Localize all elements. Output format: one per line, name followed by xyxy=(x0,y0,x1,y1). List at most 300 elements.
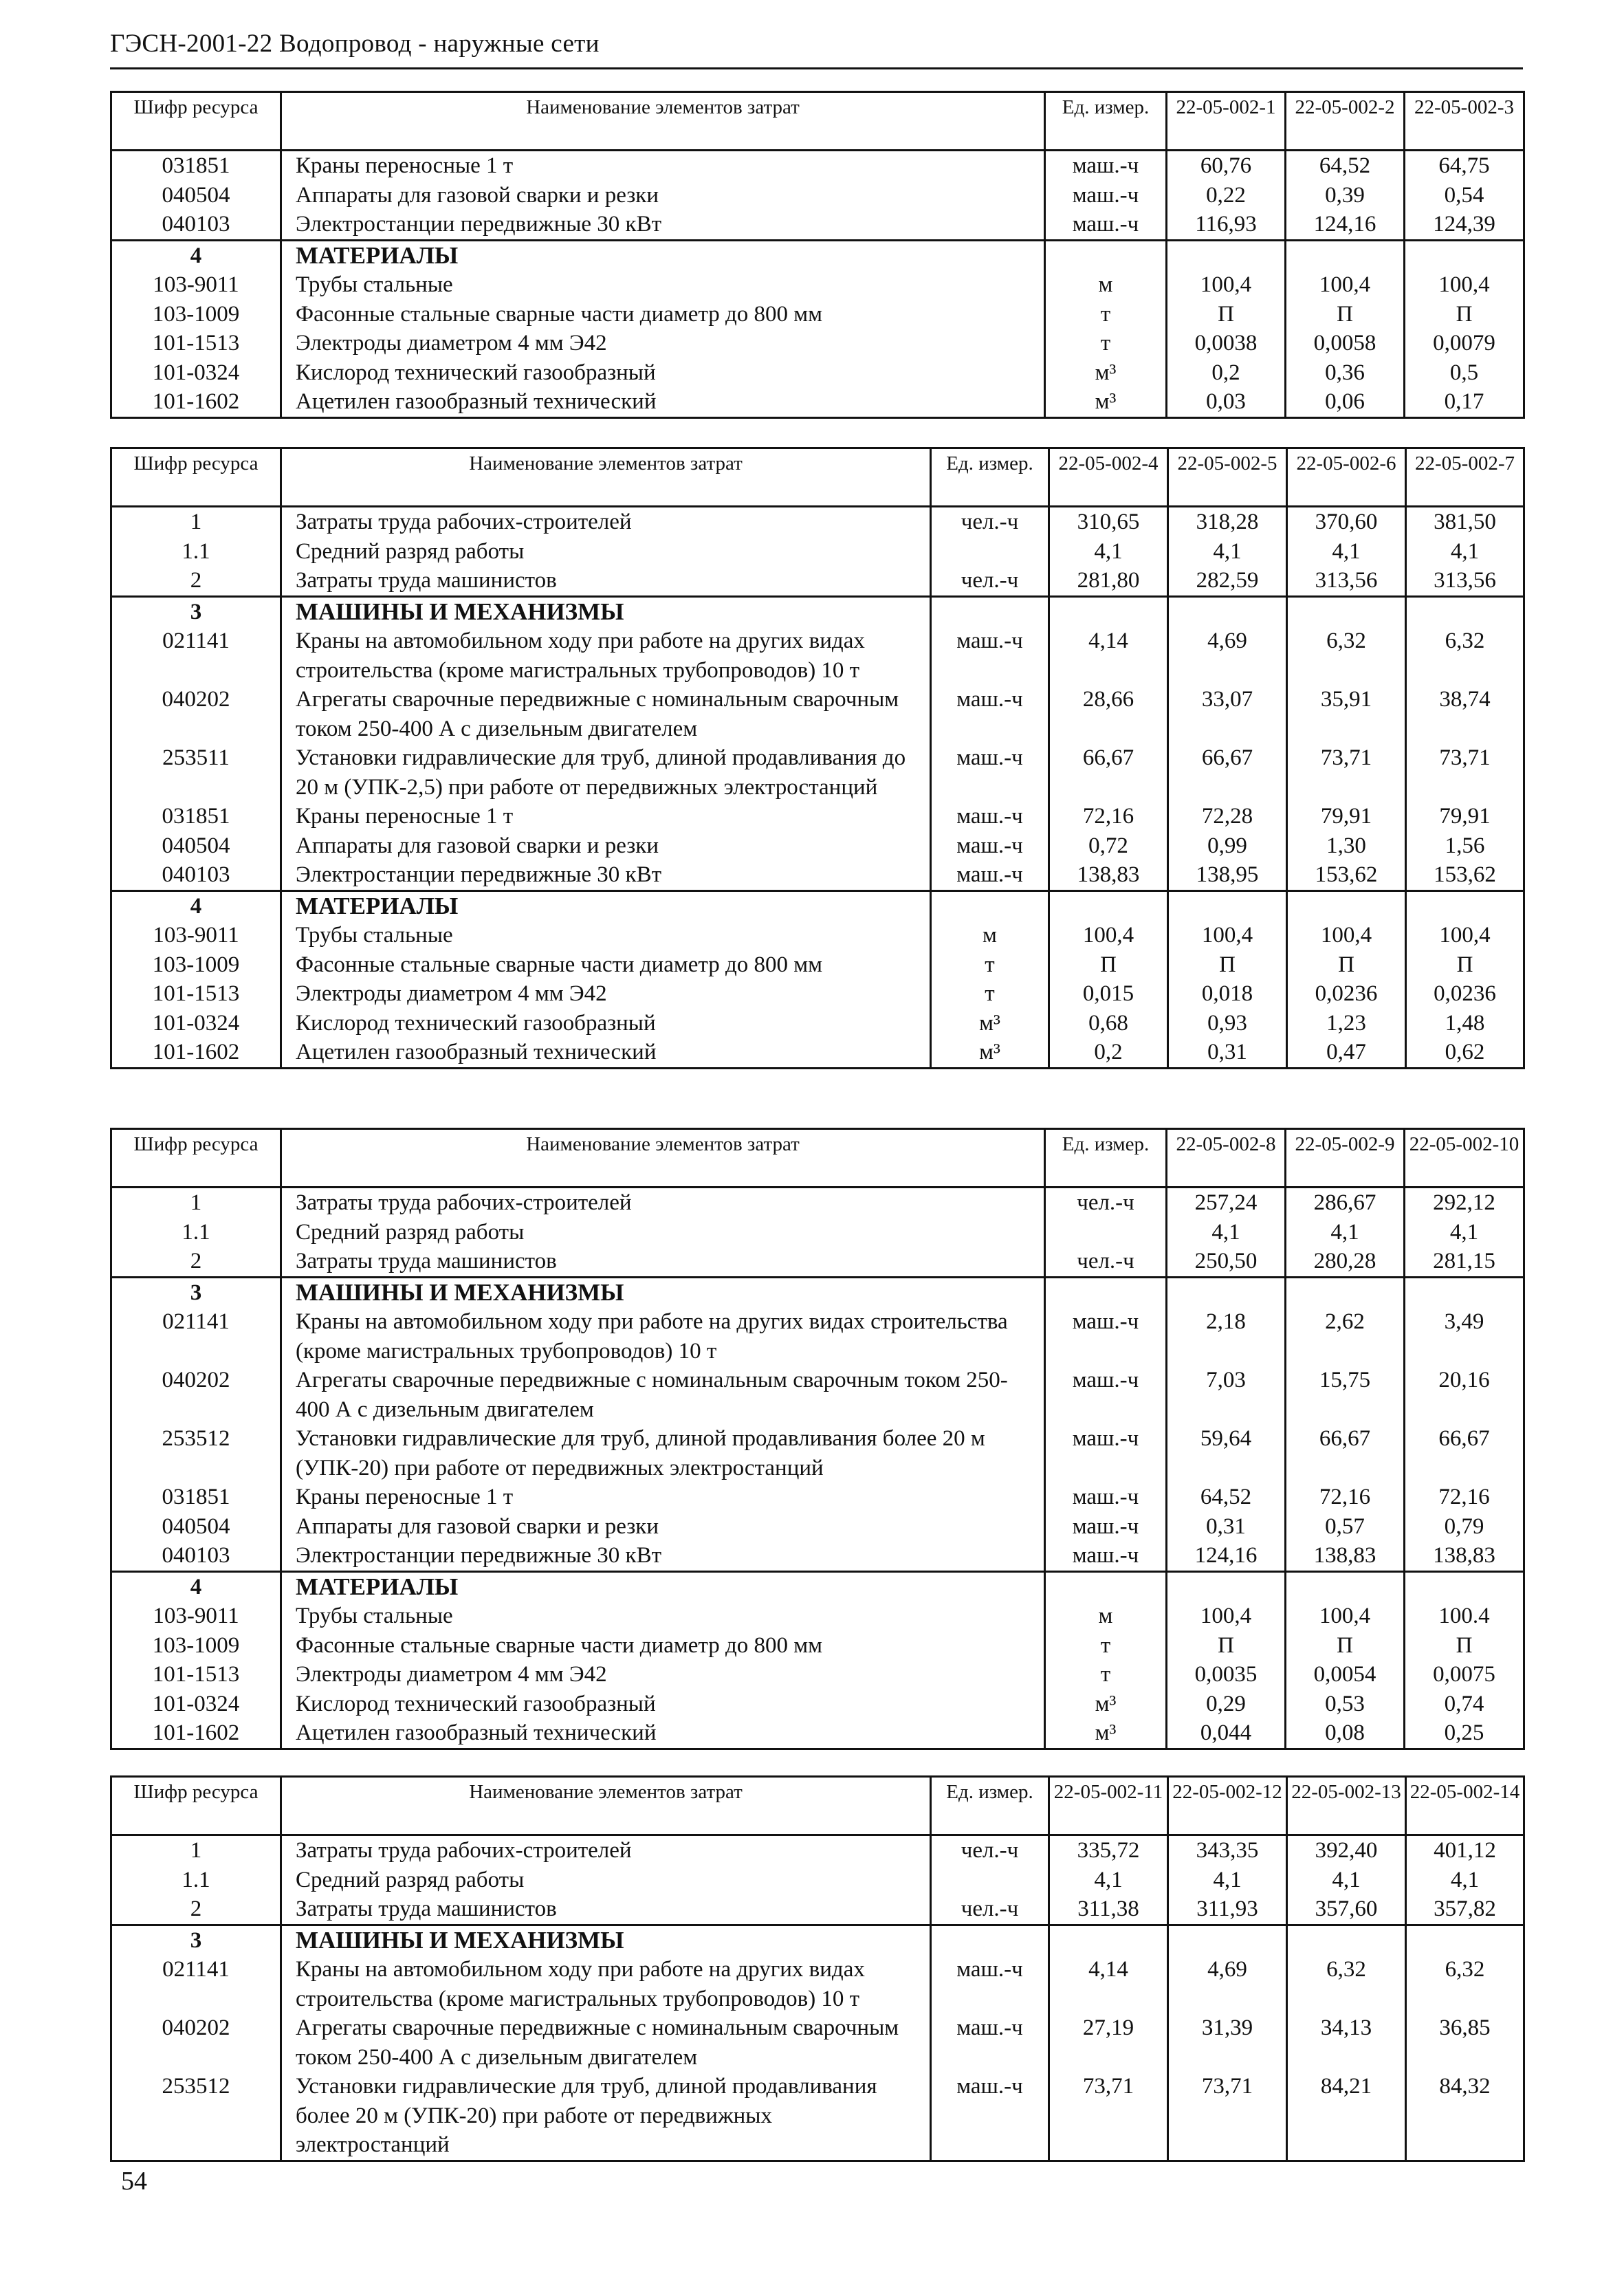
norm-value: 153,62 xyxy=(1287,860,1406,890)
cost-item-name: Электроды диаметром 4 мм Э42 xyxy=(281,329,1045,358)
unit-cell: чел.-ч xyxy=(931,1835,1049,1866)
resource-code: 3 xyxy=(111,596,281,626)
norm-value: 4,69 xyxy=(1168,1955,1287,2013)
norm-value: 0,22 xyxy=(1167,181,1286,210)
resource-code: 4 xyxy=(111,240,281,270)
norm-value: П xyxy=(1167,1631,1286,1661)
unit-cell xyxy=(931,1866,1049,1895)
page-number: 54 xyxy=(121,2167,147,2196)
norm-value: 257,24 xyxy=(1167,1188,1286,1218)
cost-item-name: Установки гидравлические для труб, длиной продавливания до 20 м (УПК-2,5) при работе от передвижных электростанций xyxy=(281,743,931,802)
table-row xyxy=(111,890,1524,921)
table-row xyxy=(111,802,1524,831)
unit-cell: м³ xyxy=(1045,1690,1167,1719)
cost-item-name: МАТЕРИАЛЫ xyxy=(281,1571,1045,1601)
table-row xyxy=(111,1894,1524,1925)
norm-value: 6,32 xyxy=(1406,626,1524,685)
header-rule xyxy=(110,67,1523,69)
norm-value: 72,16 xyxy=(1049,802,1168,831)
norm-value: 7,03 xyxy=(1167,1366,1286,1424)
col-header-unit: Ед. измер. xyxy=(1045,92,1167,151)
col-header-norm: 22-05-002-2 xyxy=(1286,92,1405,151)
table-row xyxy=(111,329,1524,358)
cost-item-name: Затраты труда машинистов xyxy=(281,1894,931,1925)
col-header-norm: 22-05-002-5 xyxy=(1168,448,1287,507)
norm-value: 0,74 xyxy=(1405,1690,1524,1719)
cost-item-name: Аппараты для газовой сварки и резки xyxy=(281,181,1045,210)
cost-item-name: Фасонные стальные сварные части диаметр до 800 мм xyxy=(281,950,931,980)
table-row xyxy=(111,1483,1524,1512)
resource-code: 101-1513 xyxy=(111,1660,281,1690)
norm-value: 79,91 xyxy=(1406,802,1524,831)
unit-cell xyxy=(1045,1571,1167,1601)
unit-cell xyxy=(931,1925,1049,1955)
resource-code: 1 xyxy=(111,507,281,537)
table-row xyxy=(111,151,1524,181)
cost-item-name: Затраты труда рабочих-строителей xyxy=(281,1835,931,1866)
resource-code: 101-1602 xyxy=(111,1718,281,1749)
resource-code: 021141 xyxy=(111,1955,281,2013)
cost-item-name: Трубы стальные xyxy=(281,270,1045,300)
cost-item-name: Кислород технический газообразный xyxy=(281,358,1045,388)
norm-value xyxy=(1286,1571,1405,1601)
norm-value: 35,91 xyxy=(1287,685,1406,743)
unit-cell: маш.-ч xyxy=(931,2013,1049,2072)
table-row xyxy=(111,1925,1524,1955)
norm-value: 138,95 xyxy=(1168,860,1287,890)
unit-cell: маш.-ч xyxy=(931,831,1049,861)
norm-value: 27,19 xyxy=(1049,2013,1168,2072)
norm-value: 311,93 xyxy=(1168,1894,1287,1925)
cost-table-2 xyxy=(110,447,1525,1069)
norm-value: 1,48 xyxy=(1406,1009,1524,1038)
norm-value: 381,50 xyxy=(1406,507,1524,537)
norm-value: 0,03 xyxy=(1167,387,1286,417)
norm-value xyxy=(1405,1571,1524,1601)
page-header: ГЭСН-2001-22 Водопровод - наружные сети xyxy=(110,30,600,58)
col-header-norm: 22-05-002-3 xyxy=(1405,92,1524,151)
resource-code: 021141 xyxy=(111,1307,281,1366)
resource-code: 103-9011 xyxy=(111,270,281,300)
norm-value: 311,38 xyxy=(1049,1894,1168,1925)
cost-item-name: Аппараты для газовой сварки и резки xyxy=(281,1512,1045,1542)
norm-value: 73,71 xyxy=(1287,743,1406,802)
norm-value: 4,14 xyxy=(1049,626,1168,685)
unit-cell xyxy=(1045,1277,1167,1307)
resource-code: 040504 xyxy=(111,831,281,861)
norm-value: 2,62 xyxy=(1286,1307,1405,1366)
norm-value: 124,16 xyxy=(1286,210,1405,240)
norm-value: 1,30 xyxy=(1287,831,1406,861)
norm-value: 72,16 xyxy=(1286,1483,1405,1512)
norm-value xyxy=(1049,890,1168,921)
table-row xyxy=(111,1690,1524,1719)
resource-code: 101-0324 xyxy=(111,1009,281,1038)
norm-value: 72,28 xyxy=(1168,802,1287,831)
cost-item-name: Затраты труда рабочих-строителей xyxy=(281,1188,1045,1218)
col-header-code: Шифр ресурса xyxy=(111,1777,281,1835)
col-header-name: Наименование элементов затрат xyxy=(281,1777,931,1835)
norm-value: 310,65 xyxy=(1049,507,1168,537)
norm-value xyxy=(1168,1925,1287,1955)
norm-value: 73,71 xyxy=(1406,743,1524,802)
unit-cell: маш.-ч xyxy=(1045,1366,1167,1424)
cost-item-name: Средний разряд работы xyxy=(281,537,931,567)
norm-value: 0,018 xyxy=(1168,979,1287,1009)
resource-code: 253512 xyxy=(111,2072,281,2161)
norm-value xyxy=(1406,1925,1524,1955)
norm-value: 0,39 xyxy=(1286,181,1405,210)
unit-cell: т xyxy=(931,950,1049,980)
col-header-norm: 22-05-002-4 xyxy=(1049,448,1168,507)
col-header-norm: 22-05-002-8 xyxy=(1167,1129,1286,1188)
table-row xyxy=(111,1660,1524,1690)
resource-code: 031851 xyxy=(111,802,281,831)
cost-item-name: Трубы стальные xyxy=(281,1601,1045,1631)
norm-value: 124,39 xyxy=(1405,210,1524,240)
cost-item-name: Ацетилен газообразный технический xyxy=(281,1718,1045,1749)
norm-value: 0,0058 xyxy=(1286,329,1405,358)
cost-item-name: Электростанции передвижные 30 кВт xyxy=(281,210,1045,240)
cost-table-1 xyxy=(110,91,1525,419)
unit-cell: т xyxy=(1045,300,1167,329)
table-row xyxy=(111,566,1524,596)
norm-value: 335,72 xyxy=(1049,1835,1168,1866)
cost-item-name: Агрегаты сварочные передвижные с номинальным сварочным током 250-400 А с дизельным двигателем xyxy=(281,2013,931,2072)
norm-value: 4,1 xyxy=(1168,1866,1287,1895)
cost-item-name: МАШИНЫ И МЕХАНИЗМЫ xyxy=(281,596,931,626)
norm-value: 0,68 xyxy=(1049,1009,1168,1038)
norm-value: 357,60 xyxy=(1287,1894,1406,1925)
table-row xyxy=(111,1571,1524,1601)
table-row xyxy=(111,1541,1524,1571)
norm-value: 6,32 xyxy=(1287,1955,1406,2013)
resource-code: 040202 xyxy=(111,685,281,743)
norm-value: 282,59 xyxy=(1168,566,1287,596)
table-body xyxy=(111,1188,1524,1749)
unit-cell xyxy=(1045,240,1167,270)
resource-code: 1.1 xyxy=(111,1866,281,1895)
col-header-norm: 22-05-002-1 xyxy=(1167,92,1286,151)
table-row xyxy=(111,387,1524,417)
norm-value: 100,4 xyxy=(1167,270,1286,300)
table-row xyxy=(111,1277,1524,1307)
table-row xyxy=(111,1718,1524,1749)
norm-value: 280,28 xyxy=(1286,1247,1405,1277)
norm-value: 73,71 xyxy=(1168,2072,1287,2161)
norm-value: П xyxy=(1406,950,1524,980)
norm-value: 313,56 xyxy=(1406,566,1524,596)
table-row xyxy=(111,685,1524,743)
table-body xyxy=(111,151,1524,418)
norm-value: 79,91 xyxy=(1287,802,1406,831)
unit-cell: т xyxy=(1045,329,1167,358)
unit-cell: чел.-ч xyxy=(931,507,1049,537)
norm-value: 64,75 xyxy=(1405,151,1524,181)
norm-value: 84,32 xyxy=(1406,2072,1524,2161)
norm-value: 138,83 xyxy=(1286,1541,1405,1571)
unit-cell: маш.-ч xyxy=(1045,151,1167,181)
norm-value xyxy=(1405,1277,1524,1307)
norm-value: 116,93 xyxy=(1167,210,1286,240)
table-row xyxy=(111,1366,1524,1424)
norm-value: 0,17 xyxy=(1405,387,1524,417)
resource-code: 040504 xyxy=(111,181,281,210)
table-row xyxy=(111,979,1524,1009)
table-row xyxy=(111,1188,1524,1218)
norm-value: 0,53 xyxy=(1286,1690,1405,1719)
norm-value: 0,0038 xyxy=(1167,329,1286,358)
norm-value: 84,21 xyxy=(1287,2072,1406,2161)
resource-code: 103-1009 xyxy=(111,950,281,980)
resource-code: 4 xyxy=(111,1571,281,1601)
norm-value xyxy=(1287,596,1406,626)
norm-value: 4,1 xyxy=(1406,537,1524,567)
unit-cell: м³ xyxy=(931,1009,1049,1038)
col-header-norm: 22-05-002-7 xyxy=(1406,448,1524,507)
table-row xyxy=(111,1218,1524,1247)
norm-value: П xyxy=(1049,950,1168,980)
table-body xyxy=(111,507,1524,1069)
norm-value xyxy=(1167,240,1286,270)
norm-value: 292,12 xyxy=(1405,1188,1524,1218)
table-row xyxy=(111,831,1524,861)
resource-code: 021141 xyxy=(111,626,281,685)
cost-table-3 xyxy=(110,1128,1525,1750)
unit-cell: м³ xyxy=(931,1038,1049,1068)
cost-item-name: Затраты труда машинистов xyxy=(281,566,931,596)
unit-cell xyxy=(931,596,1049,626)
unit-cell: маш.-ч xyxy=(1045,210,1167,240)
norm-value: 0,57 xyxy=(1286,1512,1405,1542)
norm-value: 0,0079 xyxy=(1405,329,1524,358)
resource-code: 103-9011 xyxy=(111,1601,281,1631)
unit-cell: чел.-ч xyxy=(1045,1188,1167,1218)
cost-item-name: Трубы стальные xyxy=(281,921,931,950)
norm-value: 0,044 xyxy=(1167,1718,1286,1749)
norm-value xyxy=(1406,596,1524,626)
resource-code: 103-1009 xyxy=(111,1631,281,1661)
norm-value: 36,85 xyxy=(1406,2013,1524,2072)
norm-value: 0,79 xyxy=(1405,1512,1524,1542)
resource-code: 040202 xyxy=(111,1366,281,1424)
cost-item-name: Электростанции передвижные 30 кВт xyxy=(281,1541,1045,1571)
norm-value: 66,67 xyxy=(1286,1424,1405,1483)
resource-code: 2 xyxy=(111,1894,281,1925)
norm-value: 100,4 xyxy=(1168,921,1287,950)
norm-value: 0,25 xyxy=(1405,1718,1524,1749)
unit-cell xyxy=(931,890,1049,921)
cost-item-name: Агрегаты сварочные передвижные с номинальным сварочным током 250-400 А с дизельным двигателем xyxy=(281,1366,1045,1424)
norm-value: 4,1 xyxy=(1405,1218,1524,1247)
resource-code: 253512 xyxy=(111,1424,281,1483)
norm-value: 0,5 xyxy=(1405,358,1524,388)
col-header-name: Наименование элементов затрат xyxy=(281,92,1045,151)
resource-code: 101-0324 xyxy=(111,1690,281,1719)
norm-value: 28,66 xyxy=(1049,685,1168,743)
resource-code: 3 xyxy=(111,1925,281,1955)
norm-value: 100,4 xyxy=(1287,921,1406,950)
norm-value: 20,16 xyxy=(1405,1366,1524,1424)
cost-item-name: МАТЕРИАЛЫ xyxy=(281,240,1045,270)
norm-value: 392,40 xyxy=(1287,1835,1406,1866)
norm-value: 100,4 xyxy=(1167,1601,1286,1631)
norm-value: 4,69 xyxy=(1168,626,1287,685)
resource-code: 101-1602 xyxy=(111,387,281,417)
unit-cell: маш.-ч xyxy=(1045,1307,1167,1366)
norm-value: 0,2 xyxy=(1049,1038,1168,1068)
table-row xyxy=(111,537,1524,567)
norm-value: 0,29 xyxy=(1167,1690,1286,1719)
norm-value: 0,54 xyxy=(1405,181,1524,210)
unit-cell: маш.-ч xyxy=(1045,1483,1167,1512)
cost-item-name: МАШИНЫ И МЕХАНИЗМЫ xyxy=(281,1925,931,1955)
table-row xyxy=(111,1835,1524,1866)
unit-cell: м xyxy=(931,921,1049,950)
norm-value: 0,62 xyxy=(1406,1038,1524,1068)
norm-value: 33,07 xyxy=(1168,685,1287,743)
table-row xyxy=(111,240,1524,270)
table-row xyxy=(111,596,1524,626)
table-row xyxy=(111,1038,1524,1068)
norm-value: 6,32 xyxy=(1287,626,1406,685)
norm-value: 34,13 xyxy=(1287,2013,1406,2072)
unit-cell: маш.-ч xyxy=(931,860,1049,890)
norm-value: 60,76 xyxy=(1167,151,1286,181)
resource-code: 1.1 xyxy=(111,1218,281,1247)
unit-cell xyxy=(931,537,1049,567)
col-header-unit: Ед. измер. xyxy=(1045,1129,1167,1188)
norm-value xyxy=(1406,890,1524,921)
norm-value: 4,1 xyxy=(1049,1866,1168,1895)
norm-value: 4,14 xyxy=(1049,1955,1168,2013)
table-row xyxy=(111,1307,1524,1366)
unit-cell: маш.-ч xyxy=(1045,1424,1167,1483)
col-header-unit: Ед. измер. xyxy=(931,1777,1049,1835)
norm-value: 281,80 xyxy=(1049,566,1168,596)
table-row xyxy=(111,2072,1524,2161)
norm-value: 153,62 xyxy=(1406,860,1524,890)
col-header-norm: 22-05-002-12 xyxy=(1168,1777,1287,1835)
norm-value xyxy=(1049,596,1168,626)
cost-item-name: Аппараты для газовой сварки и резки xyxy=(281,831,931,861)
norm-value: 0,47 xyxy=(1287,1038,1406,1068)
norm-value: 0,31 xyxy=(1167,1512,1286,1542)
norm-value: 4,1 xyxy=(1168,537,1287,567)
col-header-code: Шифр ресурса xyxy=(111,92,281,151)
cost-item-name: Ацетилен газообразный технический xyxy=(281,1038,931,1068)
cost-item-name: Кислород технический газообразный xyxy=(281,1009,931,1038)
unit-cell: чел.-ч xyxy=(1045,1247,1167,1277)
unit-cell: м xyxy=(1045,1601,1167,1631)
unit-cell: м³ xyxy=(1045,358,1167,388)
norm-value: 4,1 xyxy=(1287,1866,1406,1895)
norm-value: 4,1 xyxy=(1167,1218,1286,1247)
table-row xyxy=(111,358,1524,388)
norm-value: 59,64 xyxy=(1167,1424,1286,1483)
norm-value: 100,4 xyxy=(1286,270,1405,300)
unit-cell: т xyxy=(1045,1631,1167,1661)
norm-value: 124,16 xyxy=(1167,1541,1286,1571)
resource-code: 040202 xyxy=(111,2013,281,2072)
unit-cell: маш.-ч xyxy=(931,2072,1049,2161)
cost-item-name: Электростанции передвижные 30 кВт xyxy=(281,860,931,890)
norm-value xyxy=(1286,1277,1405,1307)
norm-value: 357,82 xyxy=(1406,1894,1524,1925)
table-row xyxy=(111,210,1524,240)
resource-code: 101-1602 xyxy=(111,1038,281,1068)
norm-value: 0,0035 xyxy=(1167,1660,1286,1690)
norm-value: 100.4 xyxy=(1405,1601,1524,1631)
norm-value: 3,49 xyxy=(1405,1307,1524,1366)
norm-value: П xyxy=(1286,300,1405,329)
norm-value: 0,72 xyxy=(1049,831,1168,861)
norm-value xyxy=(1168,890,1287,921)
resource-code: 040504 xyxy=(111,1512,281,1542)
norm-value: 318,28 xyxy=(1168,507,1287,537)
norm-value xyxy=(1168,596,1287,626)
resource-code: 1 xyxy=(111,1835,281,1866)
unit-cell: маш.-ч xyxy=(1045,1512,1167,1542)
table-row xyxy=(111,921,1524,950)
norm-value xyxy=(1405,240,1524,270)
cost-item-name: Кислород технический газообразный xyxy=(281,1690,1045,1719)
norm-value xyxy=(1287,890,1406,921)
norm-value: 64,52 xyxy=(1286,151,1405,181)
resource-code: 040103 xyxy=(111,210,281,240)
norm-value: 64,52 xyxy=(1167,1483,1286,1512)
norm-value: П xyxy=(1287,950,1406,980)
resource-code: 3 xyxy=(111,1277,281,1307)
norm-value xyxy=(1167,1277,1286,1307)
table-row xyxy=(111,2013,1524,2072)
cost-item-name: Установки гидравлические для труб, длиной продавливания более 20 м (УПК-20) при работе от передвижных электростанций xyxy=(281,1424,1045,1483)
table-row xyxy=(111,181,1524,210)
table-row xyxy=(111,860,1524,890)
norm-value: 0,0075 xyxy=(1405,1660,1524,1690)
norm-value: 66,67 xyxy=(1405,1424,1524,1483)
norm-value: 0,2 xyxy=(1167,358,1286,388)
cost-item-name: Краны переносные 1 т xyxy=(281,1483,1045,1512)
col-header-norm: 22-05-002-9 xyxy=(1286,1129,1405,1188)
norm-value: 1,56 xyxy=(1406,831,1524,861)
cost-item-name: Фасонные стальные сварные части диаметр до 800 мм xyxy=(281,300,1045,329)
norm-value: 0,31 xyxy=(1168,1038,1287,1068)
col-header-norm: 22-05-002-14 xyxy=(1406,1777,1524,1835)
norm-value: 72,16 xyxy=(1405,1483,1524,1512)
resource-code: 031851 xyxy=(111,1483,281,1512)
norm-value: 100,4 xyxy=(1406,921,1524,950)
norm-value: 100,4 xyxy=(1405,270,1524,300)
norm-value: 4,1 xyxy=(1287,537,1406,567)
norm-value: 138,83 xyxy=(1405,1541,1524,1571)
resource-code: 040103 xyxy=(111,1541,281,1571)
cost-item-name: Агрегаты сварочные передвижные с номинальным сварочным током 250-400 А с дизельным двигателем xyxy=(281,685,931,743)
norm-value: 4,1 xyxy=(1286,1218,1405,1247)
table-row xyxy=(111,1866,1524,1895)
cost-item-name: Средний разряд работы xyxy=(281,1866,931,1895)
table-row xyxy=(111,1631,1524,1661)
norm-value: 281,15 xyxy=(1405,1247,1524,1277)
cost-item-name: Краны переносные 1 т xyxy=(281,802,931,831)
unit-cell: маш.-ч xyxy=(931,1955,1049,2013)
norm-value: 370,60 xyxy=(1287,507,1406,537)
norm-value: 250,50 xyxy=(1167,1247,1286,1277)
norm-value: 4,1 xyxy=(1049,537,1168,567)
unit-cell: маш.-ч xyxy=(931,685,1049,743)
table-header-row xyxy=(111,1777,1524,1835)
norm-value: 1,23 xyxy=(1287,1009,1406,1038)
